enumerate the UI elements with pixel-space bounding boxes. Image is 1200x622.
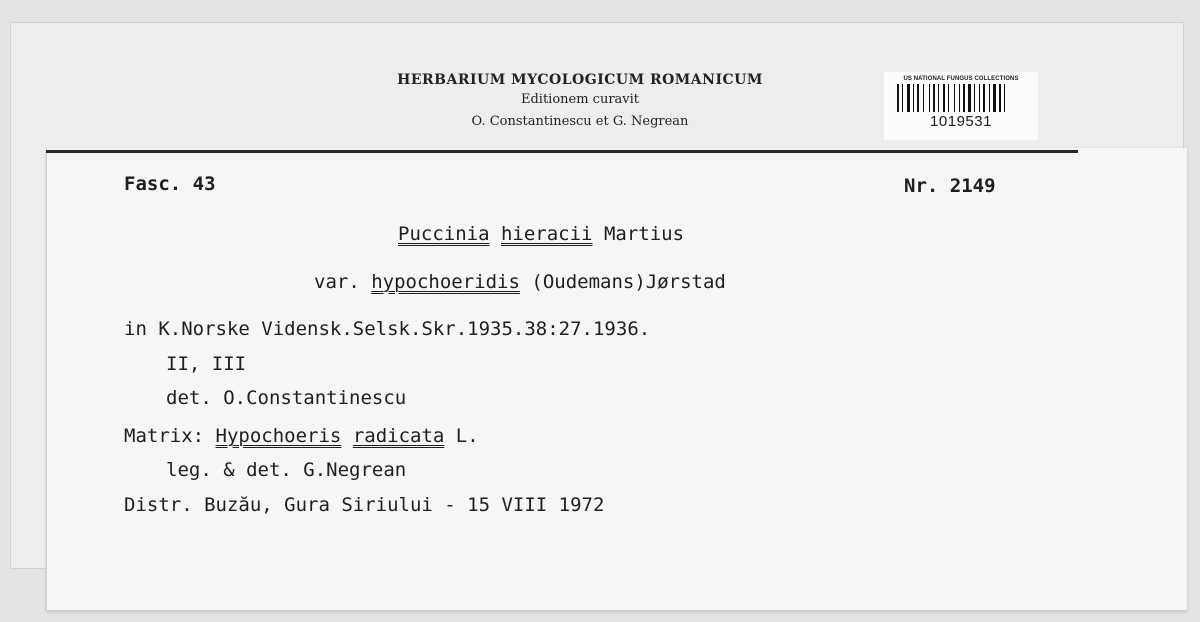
matrix-label: Matrix: <box>124 425 205 447</box>
barcode-bar <box>968 84 971 112</box>
barcode-bar <box>979 84 980 112</box>
determiner-line: det. O.Constantinescu <box>166 387 407 409</box>
herbarium-header <box>300 70 860 134</box>
herbarium-subtitle: Editionem curavit <box>520 92 640 107</box>
host-species: radicata <box>352 425 445 447</box>
variety-line <box>314 270 726 294</box>
exsiccata-number: Nr. 2149 <box>904 175 996 197</box>
citation-line: in K.Norske Vidensk.Selsk.Skr.1935.38:27.1936. <box>124 318 651 340</box>
fascicle-number: Fasc. 43 <box>124 173 216 195</box>
taxon-name <box>398 222 684 246</box>
barcode-bar <box>897 84 899 112</box>
herbarium-title: HERBARIUM MYCOLOGICUM ROMANICUM <box>397 72 763 88</box>
barcode-bar <box>917 84 919 112</box>
barcode-bar <box>938 84 939 112</box>
barcode-bar <box>943 84 945 112</box>
barcode-bar <box>902 84 903 112</box>
species-epithet: hieracii <box>500 223 593 245</box>
barcode-bar <box>933 84 935 112</box>
taxon-author: Martius <box>603 223 685 245</box>
herbarium-editors: O. Constantinescu et G. Negrean <box>471 114 689 129</box>
barcode-bar <box>999 84 1001 112</box>
barcode-bar <box>907 84 910 112</box>
barcode-icon <box>895 84 1027 112</box>
barcode-bar <box>983 84 985 112</box>
barcode-bar <box>974 84 975 112</box>
collector-line: leg. & det. G.Negrean <box>166 459 407 481</box>
host-genus: Hypochoeris <box>215 425 342 447</box>
locality-line: Distr. Buzău, Gura Siriului - 15 VIII 1972 <box>124 494 605 516</box>
host-author: L. <box>455 425 479 447</box>
barcode-bar <box>963 84 965 112</box>
barcode-bar <box>1004 84 1005 112</box>
label-top-rule <box>46 150 1078 153</box>
barcode-bar <box>993 84 996 112</box>
genus-name: Puccinia <box>398 223 490 245</box>
variety-author: (Oudemans)Jørstad <box>531 271 726 293</box>
barcode-bar <box>954 84 955 112</box>
barcode-bar <box>913 84 914 112</box>
specimen-label <box>46 148 1187 611</box>
variety-epithet: hypochoeridis <box>371 271 520 293</box>
barcode-number: 1019531 <box>930 113 992 130</box>
barcode-bar <box>923 84 924 112</box>
barcode-bar <box>989 84 990 112</box>
barcode-institution: US NATIONAL FUNGUS COLLECTIONS <box>903 76 1019 82</box>
barcode-bar <box>929 84 930 112</box>
barcode-bar <box>948 84 949 112</box>
variety-prefix: var. <box>314 271 360 293</box>
barcode-label <box>884 72 1038 140</box>
spore-stages: II, III <box>166 353 247 375</box>
matrix-line <box>124 424 479 448</box>
barcode-bar <box>959 84 960 112</box>
